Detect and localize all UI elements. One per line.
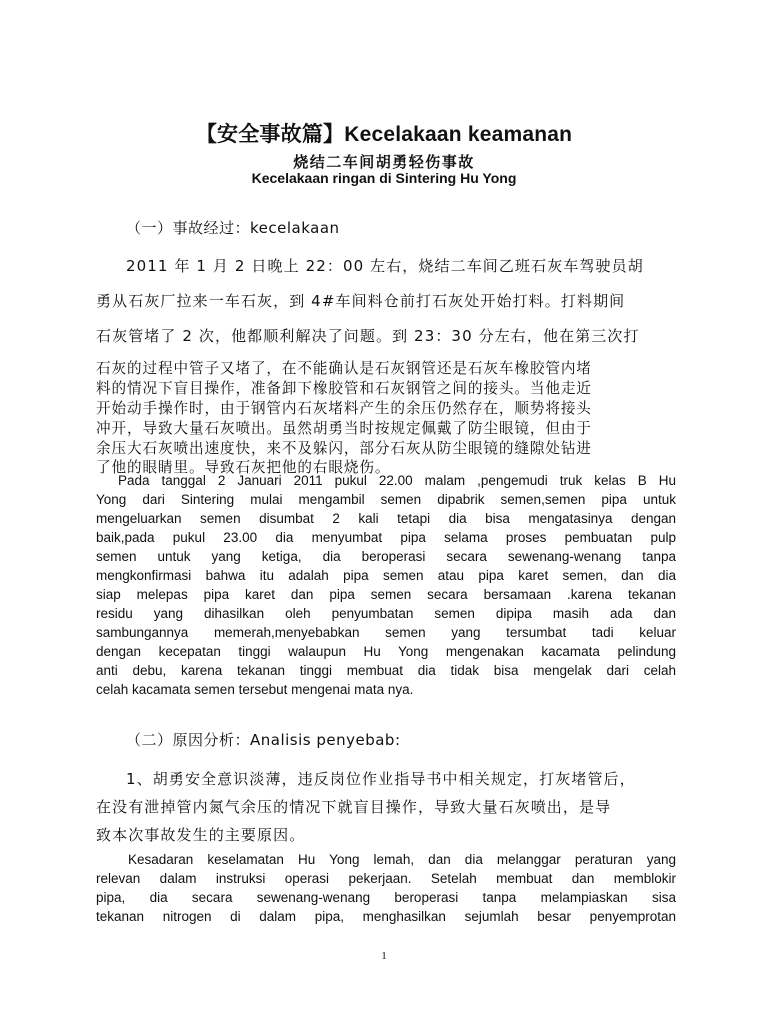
document-title: 【安全事故篇】Kecelakaan keamanan	[195, 123, 573, 146]
section-1-id-line: anti debu, karena tekanan tinggi membuat dia tidak bisa mengelak dari celah	[96, 663, 676, 678]
section-1-id-line: dengan kecepatan tinggi walaupun Hu Yong mengenakan kacamata pelindung	[96, 644, 676, 659]
section-2-cn-line: 1、胡勇安全意识淡薄，违反岗位作业指导书中相关规定，打灰堵管后，	[126, 770, 636, 788]
section-1-id-line: Pada tanggal 2 Januari 2011 pukul 22.00 malam ,pengemudi truk kelas B Hu	[118, 473, 676, 488]
section-1-heading: （一）事故经过：kecelakaan	[126, 219, 340, 237]
section-2-heading: （二）原因分析：Analisis penyebab:	[126, 731, 401, 749]
subtitle-indonesian: Kecelakaan ringan di Sintering Hu Yong	[251, 170, 517, 186]
subtitle-chinese: 烧结二车间胡勇轻伤事故	[293, 153, 475, 171]
section-2-id-line: tekanan nitrogen di dalam pipa, menghasilkan sejumlah besar penyemprotan	[96, 909, 676, 924]
section-1-id-line: residu yang dihasilkan oleh penyumbatan semen dipipa masih ada dan	[96, 606, 676, 621]
section-1-id-line: baik,pada pukul 23.00 dia menyumbat pipa selama proses pembuatan pulp	[96, 530, 676, 545]
section-1-cn-line: 开始动手操作时，由于钢管内石灰堵料产生的余压仍然存在，顺势将接头	[96, 400, 592, 417]
section-2-cn-line: 致本次事故发生的主要原因。	[96, 826, 306, 844]
section-1-cn-line: 料的情况下盲目操作，准备卸下橡胶管和石灰钢管之间的接头。当他走近	[96, 380, 592, 397]
section-1-id-line: Yong dari Sintering mulai mengambil semen dipabrik semen,semen pipa untuk	[96, 492, 676, 507]
section-1-id-line: mengkonfirmasi bahwa itu adalah pipa semen atau pipa karet semen, dan dia	[96, 568, 676, 583]
page-number: 1	[381, 950, 387, 962]
section-2-id-line: relevan dalam instruksi operasi pekerjaan. Setelah membuat dan memblokir	[96, 871, 676, 886]
section-2-id-line: pipa, dia secara sewenang-wenang beroperasi tanpa melampiaskan sisa	[96, 890, 676, 905]
section-1-cn-line: 了他的眼睛里。导致石灰把他的右眼烧伤。	[96, 459, 391, 476]
section-1-id-line: mengeluarkan semen disumbat 2 kali tetapi dia bisa mengatasinya dengan	[96, 511, 676, 526]
section-2-id-line: Kesadaran keselamatan Hu Yong lemah, dan dia melanggar peraturan yang	[128, 852, 676, 867]
section-1-id-line: siap melepas pipa karet dan pipa semen secara bersamaan .karena tekanan	[96, 587, 676, 602]
section-1-cn-line: 冲开，导致大量石灰喷出。虽然胡勇当时按规定佩戴了防尘眼镜，但由于	[96, 420, 592, 437]
section-1-id-line: semen untuk yang ketiga, dia beroperasi secara sewenang-wenang tanpa	[96, 549, 676, 564]
section-1-cn-line: 余压大石灰喷出速度快，来不及躲闪，部分石灰从防尘眼镜的缝隙处钻进	[96, 440, 592, 457]
section-1-id-line: celah kacamata semen tersebut mengenai mata nya.	[96, 682, 414, 697]
section-1-cn-line: 石灰的过程中管子又堵了，在不能确认是石灰钢管还是石灰车橡胶管内堵	[96, 360, 592, 377]
section-1-cn-line: 勇从石灰厂拉来一车石灰，到 4#车间料仓前打石灰处开始打料。打料期间	[96, 292, 626, 310]
section-1-id-line: sambungannya memerah,menyebabkan semen yang tersumbat tadi keluar	[96, 625, 676, 640]
section-2-cn-line: 在没有泄掉管内氮气余压的情况下就盲目操作，导致大量石灰喷出，是导	[96, 798, 612, 816]
section-1-cn-line: 2011 年 1 月 2 日晚上 22：00 左右，烧结二车间乙班石灰车驾驶员胡	[126, 257, 644, 275]
section-1-cn-line: 石灰管堵了 2 次，他都顺利解决了问题。到 23：30 分左右，他在第三次打	[96, 327, 640, 345]
